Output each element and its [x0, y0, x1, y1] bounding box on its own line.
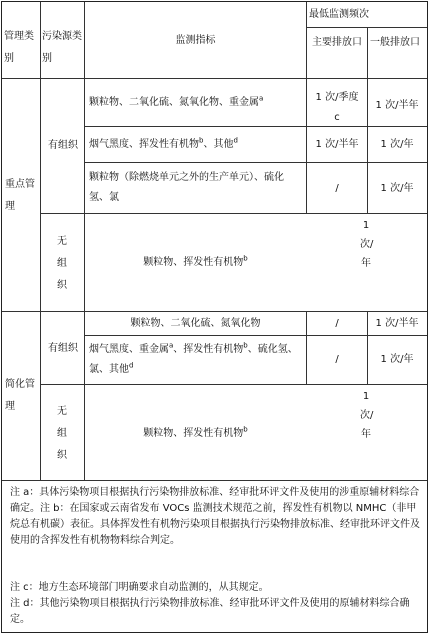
key-management-label: 重点管理: [5, 179, 35, 212]
simplified-management-label: 简化管理: [5, 379, 35, 412]
footnote-mark: d: [233, 136, 238, 145]
note-ab: 注 a：具体污染物项目根据执行污染物排放标准、经审批环评文件及使用的涉重原辅材料综合确定。注 b：在国家或云南省发布 VOCs 监测技术规范之前，挥发性有机物以 NMHC（非甲烷总有机碳）表征。具体挥发性有机物污染项目根据执行污染物排放标准、经审批环评文件及使用的含挥发性有机物物料综合判定。: [10, 487, 420, 546]
rule: [84, 126, 427, 127]
rule: [306, 2, 307, 213]
header-indicator: 监测指标: [175, 35, 216, 46]
footnote-mark: b: [199, 136, 204, 145]
key-organized-label: 有组织: [48, 140, 78, 151]
unorganized-indicator: [85, 423, 306, 444]
monitoring-table: [1, 1, 428, 633]
indicator-row: [89, 340, 303, 380]
general-frequency: 1 次/年: [380, 183, 414, 194]
footnote-mark: b: [243, 425, 248, 434]
rule: [2, 78, 427, 79]
footnote-mark: d: [129, 361, 134, 370]
header-source-category: 污染源类别: [42, 31, 82, 64]
footnote-mark: c: [334, 112, 340, 123]
footnote-mark: b: [243, 254, 248, 263]
indicator-text: 烟气黑度、挥发性有机物: [89, 139, 199, 150]
general-frequency: 1 次/年: [380, 139, 414, 150]
footnote-mark: b: [243, 341, 248, 350]
indicator-text: 颗粒物、挥发性有机物: [143, 257, 244, 268]
rule: [2, 311, 427, 312]
main-frequency: 1 次/半年: [315, 139, 359, 150]
main-frequency: [308, 88, 366, 128]
rule: [306, 311, 307, 384]
indicator-text: 、挥发性有机物: [173, 344, 244, 355]
rule: [41, 384, 427, 385]
note-c: 注 c：地方生态环境部门明确要求自动监测的，从其规定。: [10, 582, 269, 593]
header-main-outlet: 主要排放口: [312, 37, 362, 48]
general-frequency: 1 次/半年: [375, 100, 419, 111]
rule: [84, 2, 85, 480]
frequency-text: 1 次/季度: [315, 92, 359, 103]
indicator-row: [89, 92, 306, 113]
rule: [2, 480, 427, 481]
indicator-text: 、其他: [203, 139, 234, 150]
unorganized-frequency: 1次/年: [360, 391, 374, 440]
header-min-frequency: 最低监测频次: [309, 9, 369, 20]
rule: [41, 213, 427, 214]
indicator-text: 颗粒物、挥发性有机物: [143, 428, 244, 439]
unorganized-frequency: 1次/年: [360, 220, 374, 269]
indicator-row: 颗粒物（除燃烧单元之外的生产单元）、硫化氢、氯: [89, 172, 284, 203]
unorganized-indicator: [85, 252, 306, 273]
header-mgmt-category: 管理类别: [4, 31, 34, 64]
main-frequency: /: [335, 318, 339, 329]
indicator-row: [89, 134, 306, 155]
rule: [84, 335, 427, 336]
simplified-organized-label: 有组织: [48, 343, 78, 354]
indicator-row: 颗粒物、二氧化硫、氮氧化物: [130, 318, 261, 329]
indicator-text: 、硫化氢、氯、其他: [89, 344, 298, 375]
footnote-mark: a: [169, 341, 174, 350]
general-frequency: 1 次/年: [380, 354, 414, 365]
indicator-text: 烟气黑度、重金属: [89, 344, 169, 355]
note-d: 注 d：其他污染物项目根据执行污染物排放标准、经审批环评文件及使用的原辅材料综合确定。: [10, 598, 410, 625]
main-frequency: /: [335, 183, 339, 194]
general-frequency: 1 次/半年: [375, 318, 419, 329]
rule: [84, 162, 427, 163]
indicator-text: 颗粒物、二氧化硫、氮氧化物、重金属: [89, 97, 259, 108]
simplified-unorganized-label: 无组织: [57, 406, 67, 461]
rule: [40, 2, 41, 480]
main-frequency: /: [335, 354, 339, 365]
key-unorganized-label: 无组织: [57, 236, 67, 291]
header-general-outlet: 一般排放口: [370, 37, 420, 48]
footnote-mark: a: [259, 94, 264, 103]
